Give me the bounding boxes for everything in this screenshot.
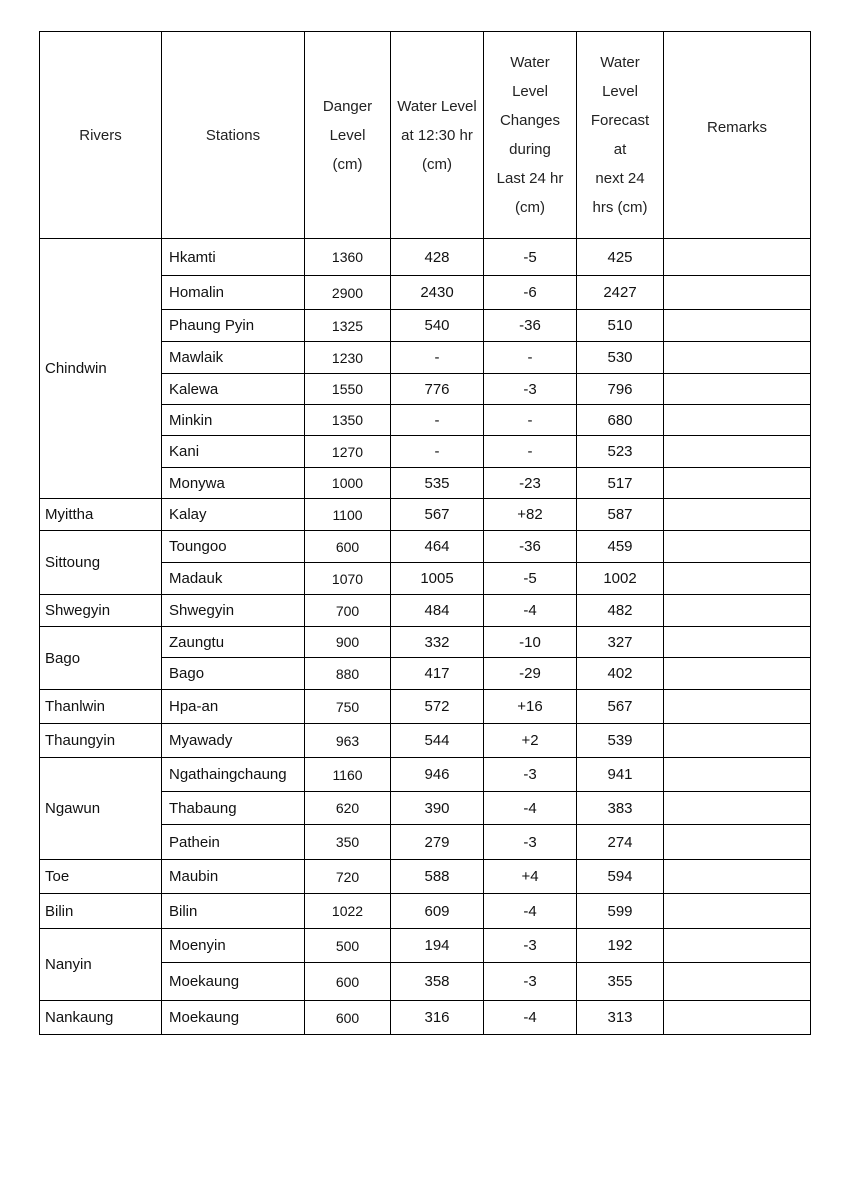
water-level-cell: 428 bbox=[391, 239, 484, 276]
level-change-cell: - bbox=[484, 342, 577, 374]
forecast-cell: 2427 bbox=[577, 276, 664, 310]
river-cell: Ngawun bbox=[40, 758, 162, 860]
remarks-cell bbox=[664, 436, 811, 468]
header-stations: Stations bbox=[162, 32, 305, 239]
river-cell: Toe bbox=[40, 860, 162, 894]
station-cell: Hkamti bbox=[162, 239, 305, 276]
danger-level-cell: 1000 bbox=[305, 468, 391, 499]
remarks-cell bbox=[664, 627, 811, 658]
danger-level-cell: 620 bbox=[305, 792, 391, 825]
forecast-cell: 523 bbox=[577, 436, 664, 468]
table-row bbox=[40, 595, 811, 627]
water-level-cell: 484 bbox=[391, 595, 484, 627]
danger-level-cell: 1270 bbox=[305, 436, 391, 468]
level-change-cell: -3 bbox=[484, 963, 577, 1001]
station-cell: Moenyin bbox=[162, 929, 305, 963]
station-cell: Shwegyin bbox=[162, 595, 305, 627]
remarks-cell bbox=[664, 825, 811, 860]
remarks-cell bbox=[664, 239, 811, 276]
water-level-cell: 946 bbox=[391, 758, 484, 792]
level-change-cell: -4 bbox=[484, 595, 577, 627]
station-cell: Myawady bbox=[162, 724, 305, 758]
header-forecast: Water Level Forecast at next 24 hrs (cm) bbox=[577, 32, 664, 239]
remarks-cell bbox=[664, 894, 811, 929]
water-level-cell: 2430 bbox=[391, 276, 484, 310]
level-change-cell: +4 bbox=[484, 860, 577, 894]
station-cell: Thabaung bbox=[162, 792, 305, 825]
forecast-cell: 383 bbox=[577, 792, 664, 825]
forecast-cell: 510 bbox=[577, 310, 664, 342]
level-change-cell: +16 bbox=[484, 690, 577, 724]
station-cell: Kalay bbox=[162, 499, 305, 531]
river-cell: Chindwin bbox=[40, 239, 162, 499]
river-cell: Myittha bbox=[40, 499, 162, 531]
river-cell: Thaungyin bbox=[40, 724, 162, 758]
danger-level-cell: 1022 bbox=[305, 894, 391, 929]
table-row bbox=[40, 690, 811, 724]
level-change-cell: - bbox=[484, 436, 577, 468]
water-level-cell: - bbox=[391, 405, 484, 436]
remarks-cell bbox=[664, 690, 811, 724]
station-cell: Toungoo bbox=[162, 531, 305, 563]
level-change-cell: -29 bbox=[484, 658, 577, 690]
station-cell: Hpa-an bbox=[162, 690, 305, 724]
remarks-cell bbox=[664, 374, 811, 405]
level-change-cell: -4 bbox=[484, 894, 577, 929]
danger-level-cell: 720 bbox=[305, 860, 391, 894]
forecast-cell: 459 bbox=[577, 531, 664, 563]
table-row bbox=[40, 627, 811, 658]
danger-level-cell: 1230 bbox=[305, 342, 391, 374]
station-cell: Moekaung bbox=[162, 963, 305, 1001]
water-level-cell: 464 bbox=[391, 531, 484, 563]
remarks-cell bbox=[664, 658, 811, 690]
danger-level-cell: 1350 bbox=[305, 405, 391, 436]
header-remarks: Remarks bbox=[664, 32, 811, 239]
level-change-cell: - bbox=[484, 405, 577, 436]
station-cell: Homalin bbox=[162, 276, 305, 310]
station-cell: Monywa bbox=[162, 468, 305, 499]
water-level-cell: 567 bbox=[391, 499, 484, 531]
header-rivers: Rivers bbox=[40, 32, 162, 239]
river-cell: Thanlwin bbox=[40, 690, 162, 724]
water-level-cell: 776 bbox=[391, 374, 484, 405]
water-level-cell: 332 bbox=[391, 627, 484, 658]
station-cell: Zaungtu bbox=[162, 627, 305, 658]
station-cell: Minkin bbox=[162, 405, 305, 436]
table-row bbox=[40, 929, 811, 963]
remarks-cell bbox=[664, 310, 811, 342]
level-change-cell: -36 bbox=[484, 531, 577, 563]
level-change-cell: -3 bbox=[484, 825, 577, 860]
table-row bbox=[40, 724, 811, 758]
danger-level-cell: 350 bbox=[305, 825, 391, 860]
water-level-cell: 572 bbox=[391, 690, 484, 724]
danger-level-cell: 900 bbox=[305, 627, 391, 658]
remarks-cell bbox=[664, 792, 811, 825]
table-row bbox=[40, 1001, 811, 1035]
station-cell: Mawlaik bbox=[162, 342, 305, 374]
station-cell: Ngathaingchaung bbox=[162, 758, 305, 792]
river-cell: Sittoung bbox=[40, 531, 162, 595]
station-cell: Bilin bbox=[162, 894, 305, 929]
danger-level-cell: 600 bbox=[305, 531, 391, 563]
station-cell: Moekaung bbox=[162, 1001, 305, 1035]
water-level-cell: 540 bbox=[391, 310, 484, 342]
remarks-cell bbox=[664, 405, 811, 436]
forecast-cell: 274 bbox=[577, 825, 664, 860]
danger-level-cell: 1360 bbox=[305, 239, 391, 276]
table-row bbox=[40, 758, 811, 792]
table-row bbox=[40, 499, 811, 531]
forecast-cell: 587 bbox=[577, 499, 664, 531]
station-cell: Phaung Pyin bbox=[162, 310, 305, 342]
level-change-cell: -5 bbox=[484, 239, 577, 276]
forecast-cell: 680 bbox=[577, 405, 664, 436]
table-row bbox=[40, 239, 811, 276]
forecast-cell: 796 bbox=[577, 374, 664, 405]
header-row bbox=[40, 32, 811, 239]
level-change-cell: -4 bbox=[484, 1001, 577, 1035]
water-level-cell: 609 bbox=[391, 894, 484, 929]
remarks-cell bbox=[664, 342, 811, 374]
station-cell: Madauk bbox=[162, 563, 305, 595]
forecast-cell: 313 bbox=[577, 1001, 664, 1035]
remarks-cell bbox=[664, 595, 811, 627]
water-level-cell: 358 bbox=[391, 963, 484, 1001]
danger-level-cell: 880 bbox=[305, 658, 391, 690]
station-cell: Pathein bbox=[162, 825, 305, 860]
danger-level-cell: 600 bbox=[305, 963, 391, 1001]
water-level-cell: - bbox=[391, 342, 484, 374]
remarks-cell bbox=[664, 468, 811, 499]
forecast-cell: 594 bbox=[577, 860, 664, 894]
remarks-cell bbox=[664, 963, 811, 1001]
forecast-cell: 192 bbox=[577, 929, 664, 963]
level-change-cell: -10 bbox=[484, 627, 577, 658]
forecast-cell: 327 bbox=[577, 627, 664, 658]
level-change-cell: -5 bbox=[484, 563, 577, 595]
water-level-cell: 194 bbox=[391, 929, 484, 963]
level-change-cell: -3 bbox=[484, 758, 577, 792]
remarks-cell bbox=[664, 758, 811, 792]
remarks-cell bbox=[664, 724, 811, 758]
table-row bbox=[40, 894, 811, 929]
water-level-cell: 1005 bbox=[391, 563, 484, 595]
level-change-cell: -3 bbox=[484, 929, 577, 963]
header-danger-level: Danger Level (cm) bbox=[305, 32, 391, 239]
river-cell: Bago bbox=[40, 627, 162, 690]
station-cell: Kalewa bbox=[162, 374, 305, 405]
forecast-cell: 530 bbox=[577, 342, 664, 374]
water-level-table bbox=[39, 31, 811, 1035]
remarks-cell bbox=[664, 499, 811, 531]
remarks-cell bbox=[664, 860, 811, 894]
water-level-cell: 535 bbox=[391, 468, 484, 499]
water-level-cell: 588 bbox=[391, 860, 484, 894]
level-change-cell: -36 bbox=[484, 310, 577, 342]
forecast-cell: 402 bbox=[577, 658, 664, 690]
danger-level-cell: 1325 bbox=[305, 310, 391, 342]
forecast-cell: 482 bbox=[577, 595, 664, 627]
table-body bbox=[40, 239, 811, 1035]
water-level-cell: 316 bbox=[391, 1001, 484, 1035]
danger-level-cell: 750 bbox=[305, 690, 391, 724]
river-cell: Bilin bbox=[40, 894, 162, 929]
remarks-cell bbox=[664, 929, 811, 963]
table-row bbox=[40, 531, 811, 563]
water-level-cell: 417 bbox=[391, 658, 484, 690]
remarks-cell bbox=[664, 531, 811, 563]
forecast-cell: 355 bbox=[577, 963, 664, 1001]
table-row bbox=[40, 860, 811, 894]
danger-level-cell: 700 bbox=[305, 595, 391, 627]
danger-level-cell: 600 bbox=[305, 1001, 391, 1035]
station-cell: Kani bbox=[162, 436, 305, 468]
station-cell: Bago bbox=[162, 658, 305, 690]
forecast-cell: 599 bbox=[577, 894, 664, 929]
danger-level-cell: 1070 bbox=[305, 563, 391, 595]
level-change-cell: +82 bbox=[484, 499, 577, 531]
level-change-cell: -3 bbox=[484, 374, 577, 405]
forecast-cell: 539 bbox=[577, 724, 664, 758]
forecast-cell: 1002 bbox=[577, 563, 664, 595]
danger-level-cell: 1100 bbox=[305, 499, 391, 531]
forecast-cell: 425 bbox=[577, 239, 664, 276]
water-level-cell: 390 bbox=[391, 792, 484, 825]
water-level-cell: 544 bbox=[391, 724, 484, 758]
danger-level-cell: 500 bbox=[305, 929, 391, 963]
remarks-cell bbox=[664, 1001, 811, 1035]
remarks-cell bbox=[664, 563, 811, 595]
danger-level-cell: 2900 bbox=[305, 276, 391, 310]
danger-level-cell: 963 bbox=[305, 724, 391, 758]
river-cell: Shwegyin bbox=[40, 595, 162, 627]
level-change-cell: -23 bbox=[484, 468, 577, 499]
water-level-cell: - bbox=[391, 436, 484, 468]
forecast-cell: 941 bbox=[577, 758, 664, 792]
river-cell: Nankaung bbox=[40, 1001, 162, 1035]
level-change-cell: -4 bbox=[484, 792, 577, 825]
remarks-cell bbox=[664, 276, 811, 310]
water-level-cell: 279 bbox=[391, 825, 484, 860]
header-level-changes: Water Level Changes during Last 24 hr (cm) bbox=[484, 32, 577, 239]
level-change-cell: +2 bbox=[484, 724, 577, 758]
level-change-cell: -6 bbox=[484, 276, 577, 310]
danger-level-cell: 1160 bbox=[305, 758, 391, 792]
danger-level-cell: 1550 bbox=[305, 374, 391, 405]
forecast-cell: 567 bbox=[577, 690, 664, 724]
station-cell: Maubin bbox=[162, 860, 305, 894]
forecast-cell: 517 bbox=[577, 468, 664, 499]
river-cell: Nanyin bbox=[40, 929, 162, 1001]
header-water-level: Water Level at 12:30 hr (cm) bbox=[391, 32, 484, 239]
